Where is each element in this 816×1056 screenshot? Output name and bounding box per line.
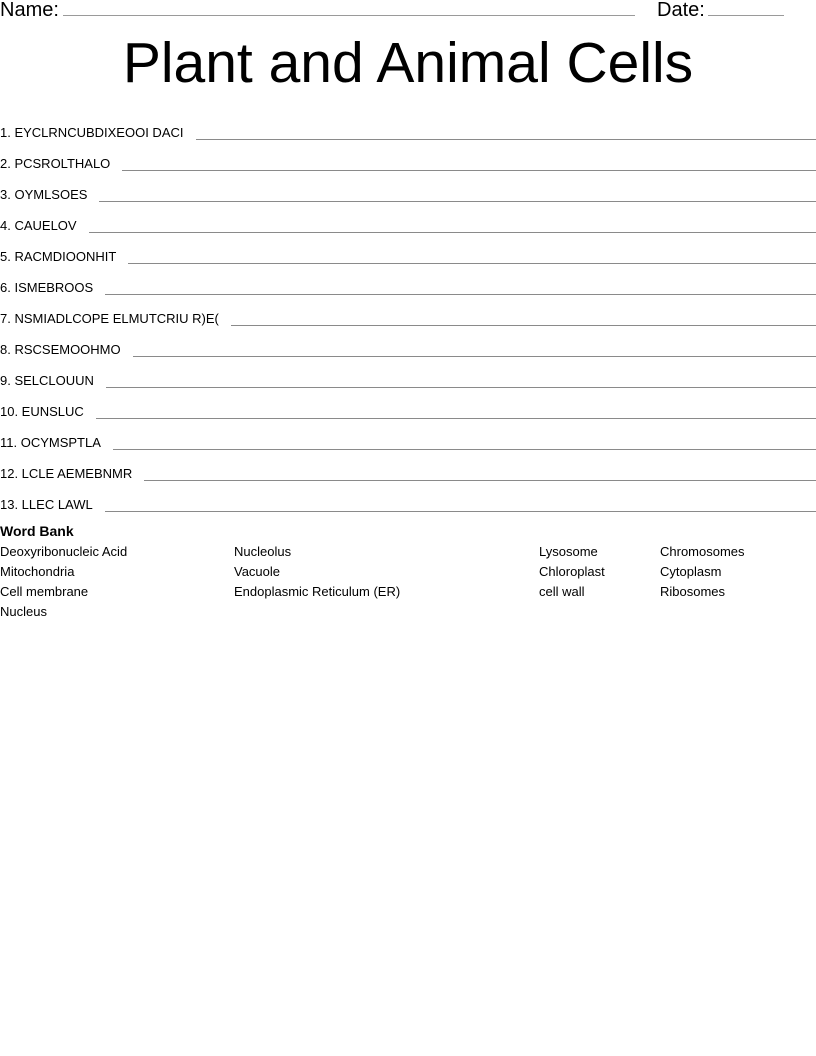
answer-line[interactable] bbox=[106, 387, 816, 388]
word-bank-term: Chloroplast bbox=[539, 564, 605, 579]
date-label: Date: bbox=[657, 0, 705, 21]
answer-line[interactable] bbox=[105, 511, 816, 512]
scramble-word: 6. ISMEBROOS bbox=[0, 280, 94, 295]
scramble-word: 5. RACMDIOONHIT bbox=[0, 249, 117, 264]
answer-line[interactable] bbox=[105, 294, 816, 295]
scramble-word: 3. OYMLSOES bbox=[0, 187, 88, 202]
word-bank-column bbox=[660, 542, 745, 602]
answer-line[interactable] bbox=[113, 449, 816, 450]
scramble-item bbox=[0, 453, 816, 484]
scramble-word: 12. LCLE AEMEBNMR bbox=[0, 466, 133, 481]
word-bank-term: Lysosome bbox=[539, 544, 598, 559]
scramble-item bbox=[0, 112, 816, 143]
scramble-item bbox=[0, 205, 816, 236]
scramble-item bbox=[0, 391, 816, 422]
answer-line[interactable] bbox=[122, 170, 816, 171]
word-bank-term: Mitochondria bbox=[0, 564, 75, 579]
answer-line[interactable] bbox=[133, 356, 816, 357]
scramble-item bbox=[0, 174, 816, 205]
word-bank-term: Nucleus bbox=[0, 604, 47, 619]
scramble-word: 8. RSCSEMOOHMO bbox=[0, 342, 121, 357]
scramble-word: 9. SELCLOUUN bbox=[0, 373, 94, 388]
word-bank-term: Ribosomes bbox=[660, 584, 726, 599]
date-field-line[interactable] bbox=[708, 15, 784, 16]
word-bank-column bbox=[0, 542, 127, 622]
word-bank-column bbox=[234, 542, 400, 602]
scramble-item bbox=[0, 422, 816, 453]
scramble-word: 4. CAUELOV bbox=[0, 218, 77, 233]
scramble-word: 2. PCSROLTHALO bbox=[0, 156, 111, 171]
scramble-list bbox=[0, 112, 816, 515]
word-bank-term: Nucleolus bbox=[234, 544, 292, 559]
answer-line[interactable] bbox=[99, 201, 816, 202]
scramble-item bbox=[0, 298, 816, 329]
word-bank-term: Endoplasmic Reticulum (ER) bbox=[234, 584, 401, 599]
word-bank-term: Cytoplasm bbox=[660, 564, 722, 579]
scramble-item bbox=[0, 484, 816, 515]
word-bank-title: Word Bank bbox=[0, 523, 74, 539]
answer-line[interactable] bbox=[144, 480, 816, 481]
scramble-word: 7. NSMIADLCOPE ELMUTCRIU R)E( bbox=[0, 311, 219, 326]
scramble-word: 10. EUNSLUC bbox=[0, 404, 84, 419]
scramble-item bbox=[0, 329, 816, 360]
word-bank-term: Vacuole bbox=[234, 564, 281, 579]
scramble-item bbox=[0, 267, 816, 298]
word-bank-term: Cell membrane bbox=[0, 584, 89, 599]
word-bank-term: Deoxyribonucleic Acid bbox=[0, 544, 128, 559]
word-bank-term: Chromosomes bbox=[660, 544, 745, 559]
scramble-item bbox=[0, 143, 816, 174]
header-row bbox=[0, 0, 816, 22]
answer-line[interactable] bbox=[231, 325, 816, 326]
name-label: Name: bbox=[0, 0, 59, 21]
scramble-item bbox=[0, 360, 816, 391]
scramble-word: 13. LLEC LAWL bbox=[0, 497, 93, 512]
scramble-word: 1. EYCLRNCUBDIXEOOI DACI bbox=[0, 125, 184, 140]
scramble-word: 11. OCYMSPTLA bbox=[0, 435, 101, 450]
answer-line[interactable] bbox=[96, 418, 816, 419]
word-bank bbox=[0, 542, 816, 632]
page-title: Plant and Animal Cells bbox=[122, 31, 694, 95]
answer-line[interactable] bbox=[128, 263, 816, 264]
name-field-line[interactable] bbox=[63, 15, 635, 16]
word-bank-column bbox=[539, 542, 605, 602]
scramble-item bbox=[0, 236, 816, 267]
answer-line[interactable] bbox=[196, 139, 816, 140]
word-bank-term: cell wall bbox=[539, 584, 585, 599]
answer-line[interactable] bbox=[89, 232, 816, 233]
